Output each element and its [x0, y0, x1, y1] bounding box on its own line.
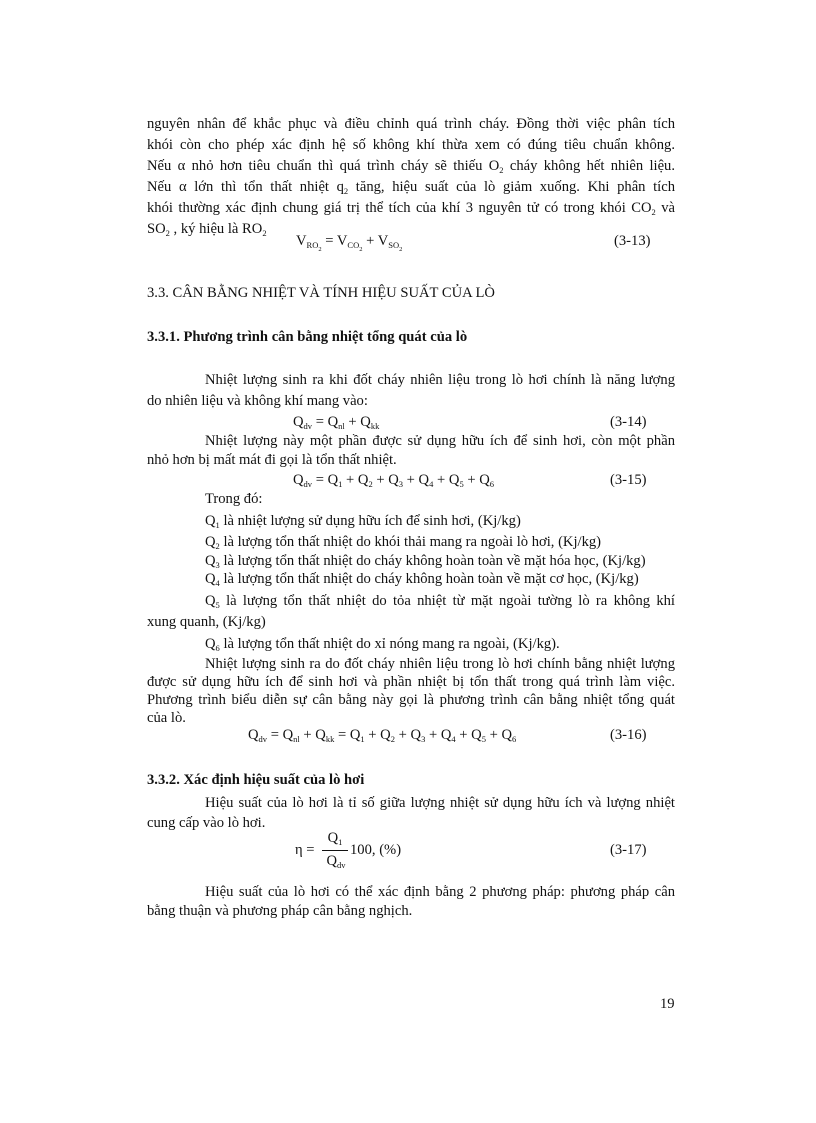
section-heading: 3.3. CÂN BẰNG NHIỆT VÀ TÍNH HIỆU SUẤT CỦA LÒ: [147, 285, 495, 301]
p2-line-1: Nhiệt lượng này một phần được sử dụng hữu ích để sinh hơi, còn một phần: [205, 433, 675, 449]
list-item-q1: $Q_1$ là nhiệt lượng sử dụng hữu ích để sinh hơi, (Kj/kg): [205, 513, 521, 530]
list-item-q5-line-2: xung quanh, (Kj/kg): [147, 614, 266, 630]
p3-line-2: được sử dụng hữu ích để sinh hơi và phần nhiệt bị tổn thất trong quá trình làm việc.: [147, 674, 675, 690]
p3-line-4: của lò.: [147, 710, 186, 726]
p3-line-3: Phương trình biểu diễn sự cân bằng này gọi là phương trình cân bằng nhiệt tổng quát: [147, 692, 675, 708]
list-item-q6: $Q_6$ là lượng tổn thất nhiệt do xỉ nóng mang ra ngoài, (Kj/kg).: [205, 636, 560, 653]
trong-do-label: Trong đó:: [205, 491, 263, 507]
intro-line-2: khói còn cho phép xác định hệ số không khí thừa xem có đúng tiêu chuẩn không.: [147, 137, 675, 153]
fraction-bar: [322, 850, 348, 851]
intro-line-3: Nếu α nhỏ hơn tiêu chuẩn thì quá trình cháy sẽ thiếu $O_2$ cháy không hết nhiên liệu.: [147, 158, 676, 175]
equation-3-13: $V_{RO2} = V_{CO2} + V_{SO2}$: [296, 233, 403, 253]
p2-line-2: nhỏ hơn bị mất mát đi gọi là tổn thất nhiệt.: [147, 452, 397, 468]
p1-line-1: Nhiệt lượng sinh ra khi đốt cháy nhiên liệu trong lò hơi chính là năng lượng: [205, 372, 675, 388]
subsection-heading-3-3-1: 3.3.1. Phương trình cân bằng nhiệt tổng quát của lò: [147, 329, 468, 345]
list-item-q4: $Q_4$ là lượng tổn thất nhiệt do cháy không hoàn toàn về mặt cơ học, (Kj/kg): [205, 571, 639, 588]
subsection-heading-3-3-2: 3.3.2. Xác định hiệu suất của lò hơi: [147, 772, 365, 788]
equation-number-3-15: (3-15): [610, 472, 647, 488]
intro-line-6: $SO_2$ , ký hiệu là $RO_2$: [147, 221, 267, 238]
equation-3-15: $Q_{dv} = Q_1 + Q_2 + Q_3 + Q_4 + Q_5 + Q_6$: [293, 472, 495, 489]
eta-symbol: η =: [295, 842, 315, 858]
page-number: 19: [660, 996, 675, 1012]
intro-line-4: Nếu α lớn thì tổn thất nhiệt $q_2$ tăng, hiệu suất của lò giảm xuống. Khi phân tích: [147, 179, 675, 196]
p4-line-1: Hiệu suất của lò hơi là tỉ số giữa lượng nhiệt sử dụng hữu ích và lượng nhiệt: [205, 795, 675, 811]
equation-3-17-tail: 100, (%): [350, 842, 402, 858]
equation-number-3-13: (3-13): [614, 233, 651, 249]
p3-line-1: Nhiệt lượng sinh ra do đốt cháy nhiên liệu trong lò hơi chính bằng nhiệt lượng: [205, 656, 675, 672]
equation-number-3-16: (3-16): [610, 727, 647, 743]
p1-line-2: do nhiên liệu và không khí mang vào:: [147, 393, 368, 409]
list-item-q2: $Q_2$ là lượng tổn thất nhiệt do khói thải mang ra ngoài lò hơi, (Kj/kg): [205, 534, 602, 551]
equation-number-3-17: (3-17): [610, 842, 647, 858]
fraction-denominator: $Q_{dv}$: [326, 853, 346, 870]
p5-line-2: bằng thuận và phương pháp cân bằng nghịch.: [147, 903, 413, 919]
fraction-numerator: $Q_1$: [327, 830, 343, 847]
p5-line-1: Hiệu suất của lò hơi có thể xác định bằng 2 phương pháp: phương pháp cân: [205, 884, 675, 900]
equation-3-14: $Q_{dv} = Q_{nl} + Q_{kk}$: [293, 414, 380, 431]
p4-line-2: cung cấp vào lò hơi.: [147, 815, 266, 831]
intro-line-1: nguyên nhân để khắc phục và điều chỉnh quá trình cháy. Đồng thời việc phân tích: [147, 116, 675, 132]
list-item-q3: $Q_3$ là lượng tổn thất nhiệt do cháy không hoàn toàn về mặt hóa học, (Kj/kg): [205, 553, 646, 570]
equation-3-16: $Q_{dv} = Q_{nl} + Q_{kk} = Q_1 + Q_2 + Q_3 + Q_4 + Q_5 + Q_6$: [248, 727, 517, 744]
equation-number-3-14: (3-14): [610, 414, 647, 430]
list-item-q5-line-1: $Q_5$ là lượng tổn thất nhiệt do tỏa nhiệt từ mặt ngoài tường lò ra không khí: [205, 593, 675, 610]
intro-line-5: khói thường xác định chung giá trị thể tích của khí 3 nguyên tử có trong khói $CO_2$ và: [147, 200, 675, 217]
